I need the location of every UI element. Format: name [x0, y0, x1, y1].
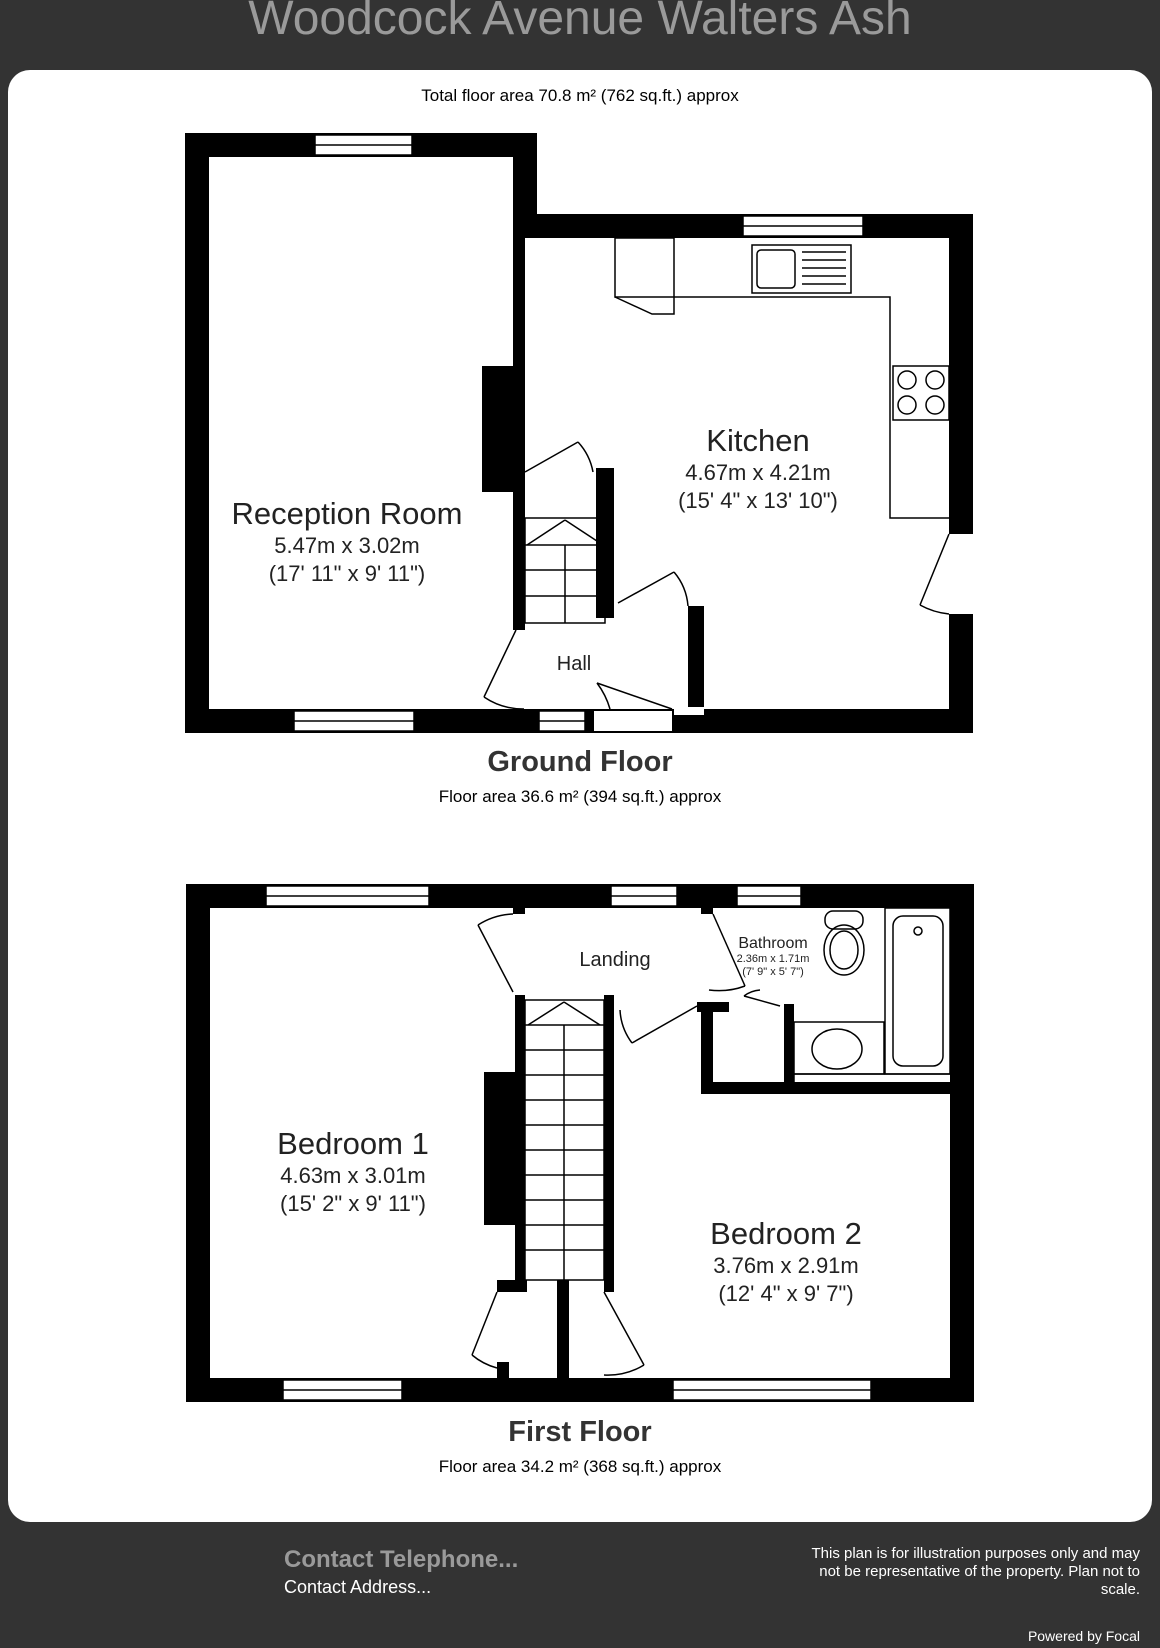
room-metric: 4.63m x 3.01m	[280, 1163, 426, 1188]
room-landing	[565, 948, 665, 972]
powered-by-text: Powered by Focal	[1027, 1628, 1140, 1644]
first-floor-area: Floor area 34.2 m² (368 sq.ft.) approx	[438, 1457, 722, 1476]
room-imperial: (12' 4" x 9' 7")	[718, 1281, 854, 1306]
first-floor-title: First Floor	[508, 1416, 652, 1448]
room-bathroom	[723, 935, 823, 979]
room-imperial: (15' 4" x 13' 10")	[678, 488, 838, 513]
room-name: Kitchen	[706, 423, 810, 458]
room-imperial: (15' 2" x 9' 11")	[280, 1191, 426, 1216]
room-metric: 2.36m x 1.71m	[736, 953, 810, 965]
room-kitchen	[638, 423, 878, 515]
room-imperial: (7' 9" x 5' 7")	[742, 966, 804, 978]
disclaimer-text: This plan is for illustration purposes only and may not be representative of the property. Plan not to scale.	[811, 1545, 1140, 1598]
room-name: Landing	[579, 949, 651, 971]
room-reception	[222, 496, 472, 588]
room-name: Reception Room	[231, 496, 463, 531]
room-name: Bedroom 1	[277, 1126, 429, 1161]
room-name: Hall	[556, 653, 592, 675]
room-bedroom-2	[666, 1216, 906, 1308]
room-name: Bathroom	[738, 935, 808, 952]
room-metric: 3.76m x 2.91m	[713, 1253, 859, 1278]
total-floor-area: Total floor area 70.8 m² (762 sq.ft.) approx	[421, 86, 739, 105]
room-hall	[534, 652, 614, 676]
contact-address: Contact Address...	[284, 1577, 432, 1597]
plan-title: Woodcock Avenue Walters Ash	[248, 0, 912, 45]
room-metric: 4.67m x 4.21m	[685, 460, 831, 485]
ground-floor-title: Ground Floor	[487, 746, 673, 778]
room-metric: 5.47m x 3.02m	[274, 533, 420, 558]
room-name: Bedroom 2	[710, 1216, 862, 1251]
ground-floor-area: Floor area 36.6 m² (394 sq.ft.) approx	[438, 787, 722, 806]
contact-telephone: Contact Telephone...	[284, 1546, 519, 1573]
room-imperial: (17' 11" x 9' 11")	[268, 561, 426, 586]
room-bedroom-1	[233, 1126, 473, 1218]
